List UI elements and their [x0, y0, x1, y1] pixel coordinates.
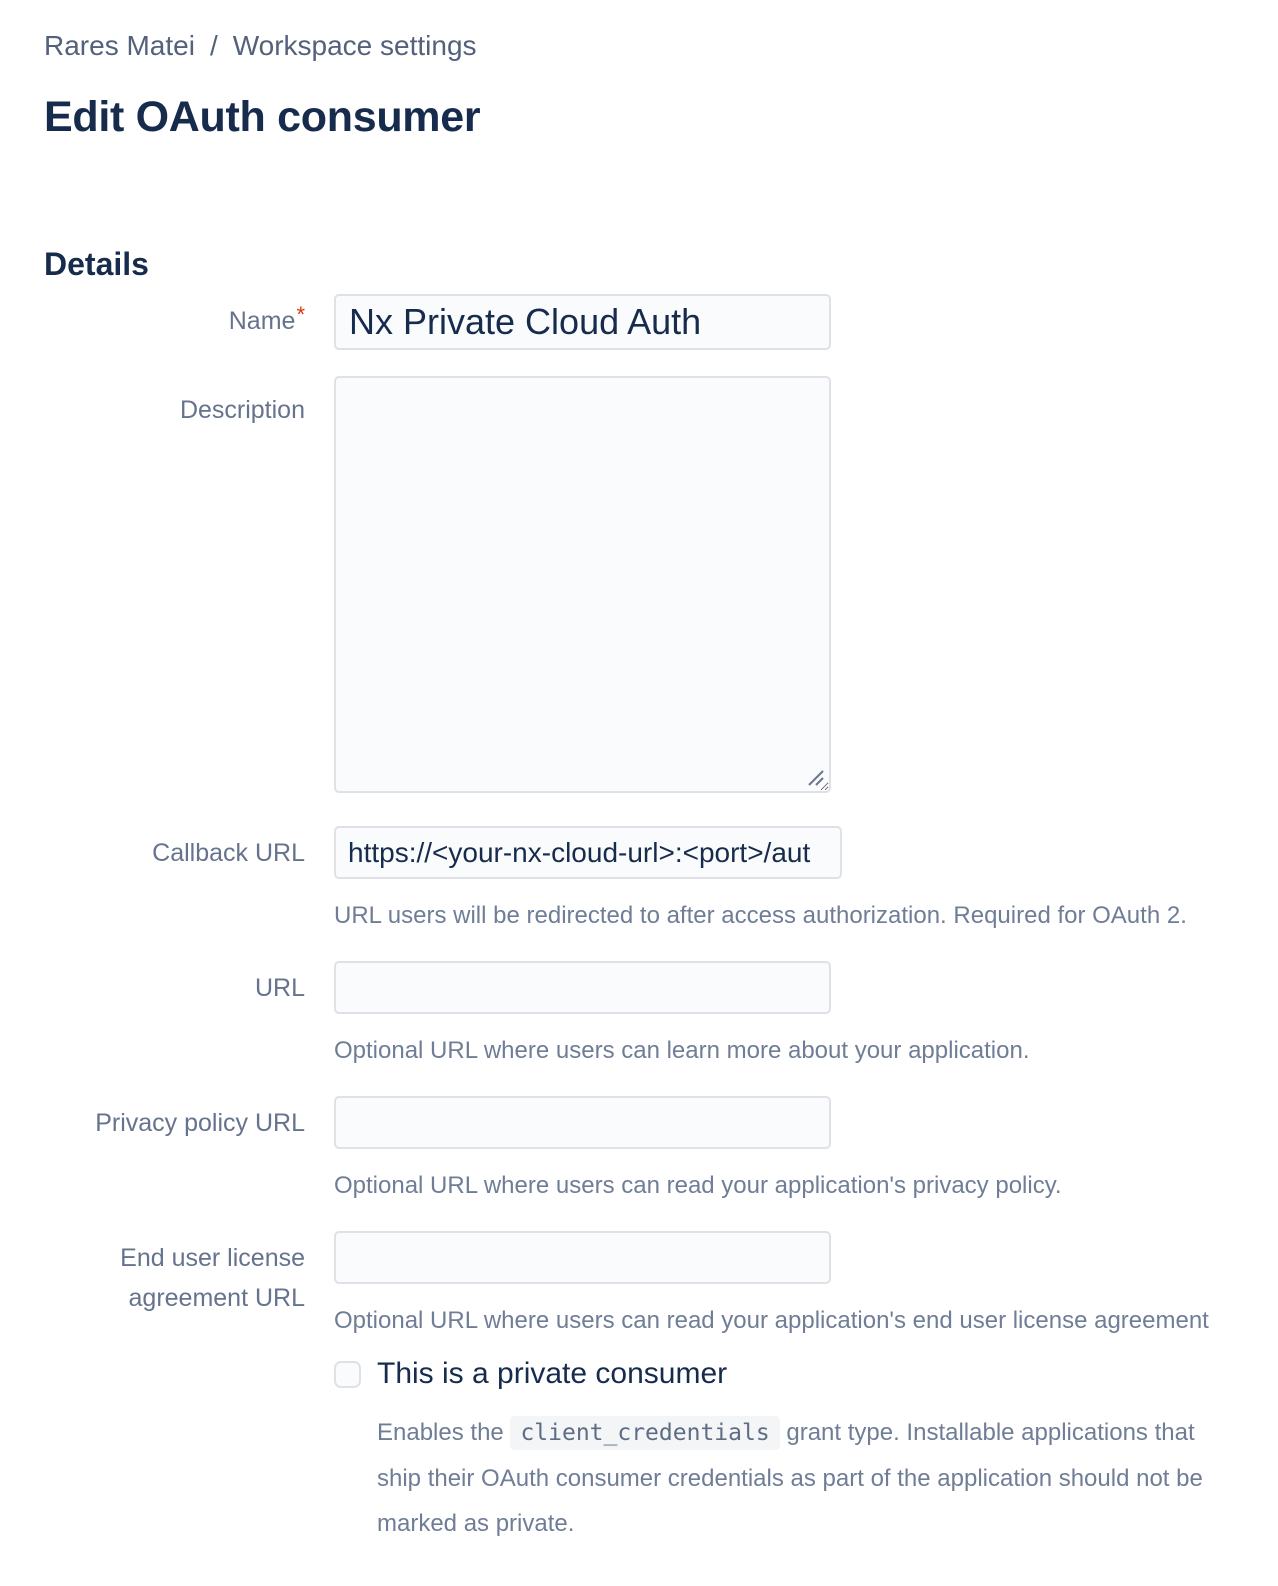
required-asterisk: * [296, 302, 305, 327]
private-consumer-row [44, 1356, 1234, 1546]
private-consumer-checkbox-label: This is a private consumer [377, 1357, 728, 1390]
breadcrumb-settings-link[interactable]: Workspace settings [232, 30, 477, 61]
details-section-heading: Details [44, 246, 149, 282]
url-row [44, 961, 1234, 1065]
client-credentials-code: client_credentials [510, 1416, 779, 1450]
name-label [44, 294, 305, 350]
breadcrumb-workspace-link[interactable]: Rares Matei [44, 30, 195, 61]
name-control [334, 294, 1234, 350]
private-consumer-checkbox[interactable] [334, 1361, 361, 1388]
privacy-policy-url-row [44, 1096, 1234, 1200]
url-control [334, 961, 1234, 1065]
callback-url-control [334, 826, 1234, 930]
description-control [334, 376, 1234, 793]
eula-url-label: End user license agreement URL [120, 1244, 305, 1312]
callback-url-help: URL users will be redirected to after access authorization. Required for OAuth 2. [334, 902, 1187, 929]
private-consumer-label-spacer [44, 1356, 305, 1546]
private-consumer-checkbox-line[interactable] [334, 1356, 1234, 1392]
breadcrumb-separator: / [209, 30, 218, 61]
description-row [44, 376, 1234, 793]
description-textarea[interactable] [334, 376, 831, 793]
privacy-policy-url-label: Privacy policy URL [95, 1109, 305, 1137]
description-label: Description [179, 396, 305, 424]
private-consumer-help [377, 1410, 1234, 1546]
callback-url-row [44, 826, 1234, 930]
page-title: Edit OAuth consumer [44, 93, 481, 141]
callback-url-input[interactable] [334, 826, 842, 879]
name-input[interactable] [334, 294, 831, 350]
url-label: URL [254, 974, 305, 1002]
url-help: Optional URL where users can learn more about your application. [334, 1037, 1030, 1064]
privacy-policy-url-help: Optional URL where users can read your application's privacy policy. [334, 1172, 1062, 1199]
oauth-consumer-form [44, 294, 1234, 1546]
eula-url-row [44, 1231, 1234, 1335]
eula-url-input[interactable] [334, 1231, 831, 1284]
privacy-policy-url-control [334, 1096, 1234, 1200]
url-input[interactable] [334, 961, 831, 1014]
name-row [44, 294, 1234, 350]
eula-url-help: Optional URL where users can read your application's end user license agreement [334, 1307, 1209, 1334]
private-help-after: grant type. Installable applications that ship their OAuth consumer credentials as part of the application should not be marked as private. [377, 1419, 1203, 1537]
callback-url-label: Callback URL [152, 839, 305, 867]
eula-url-control [334, 1231, 1234, 1335]
private-consumer-control [334, 1356, 1234, 1546]
breadcrumb [44, 30, 1234, 62]
private-help-before: Enables the [377, 1419, 511, 1446]
name-label-text: Name [228, 307, 296, 335]
privacy-policy-url-input[interactable] [334, 1096, 831, 1149]
